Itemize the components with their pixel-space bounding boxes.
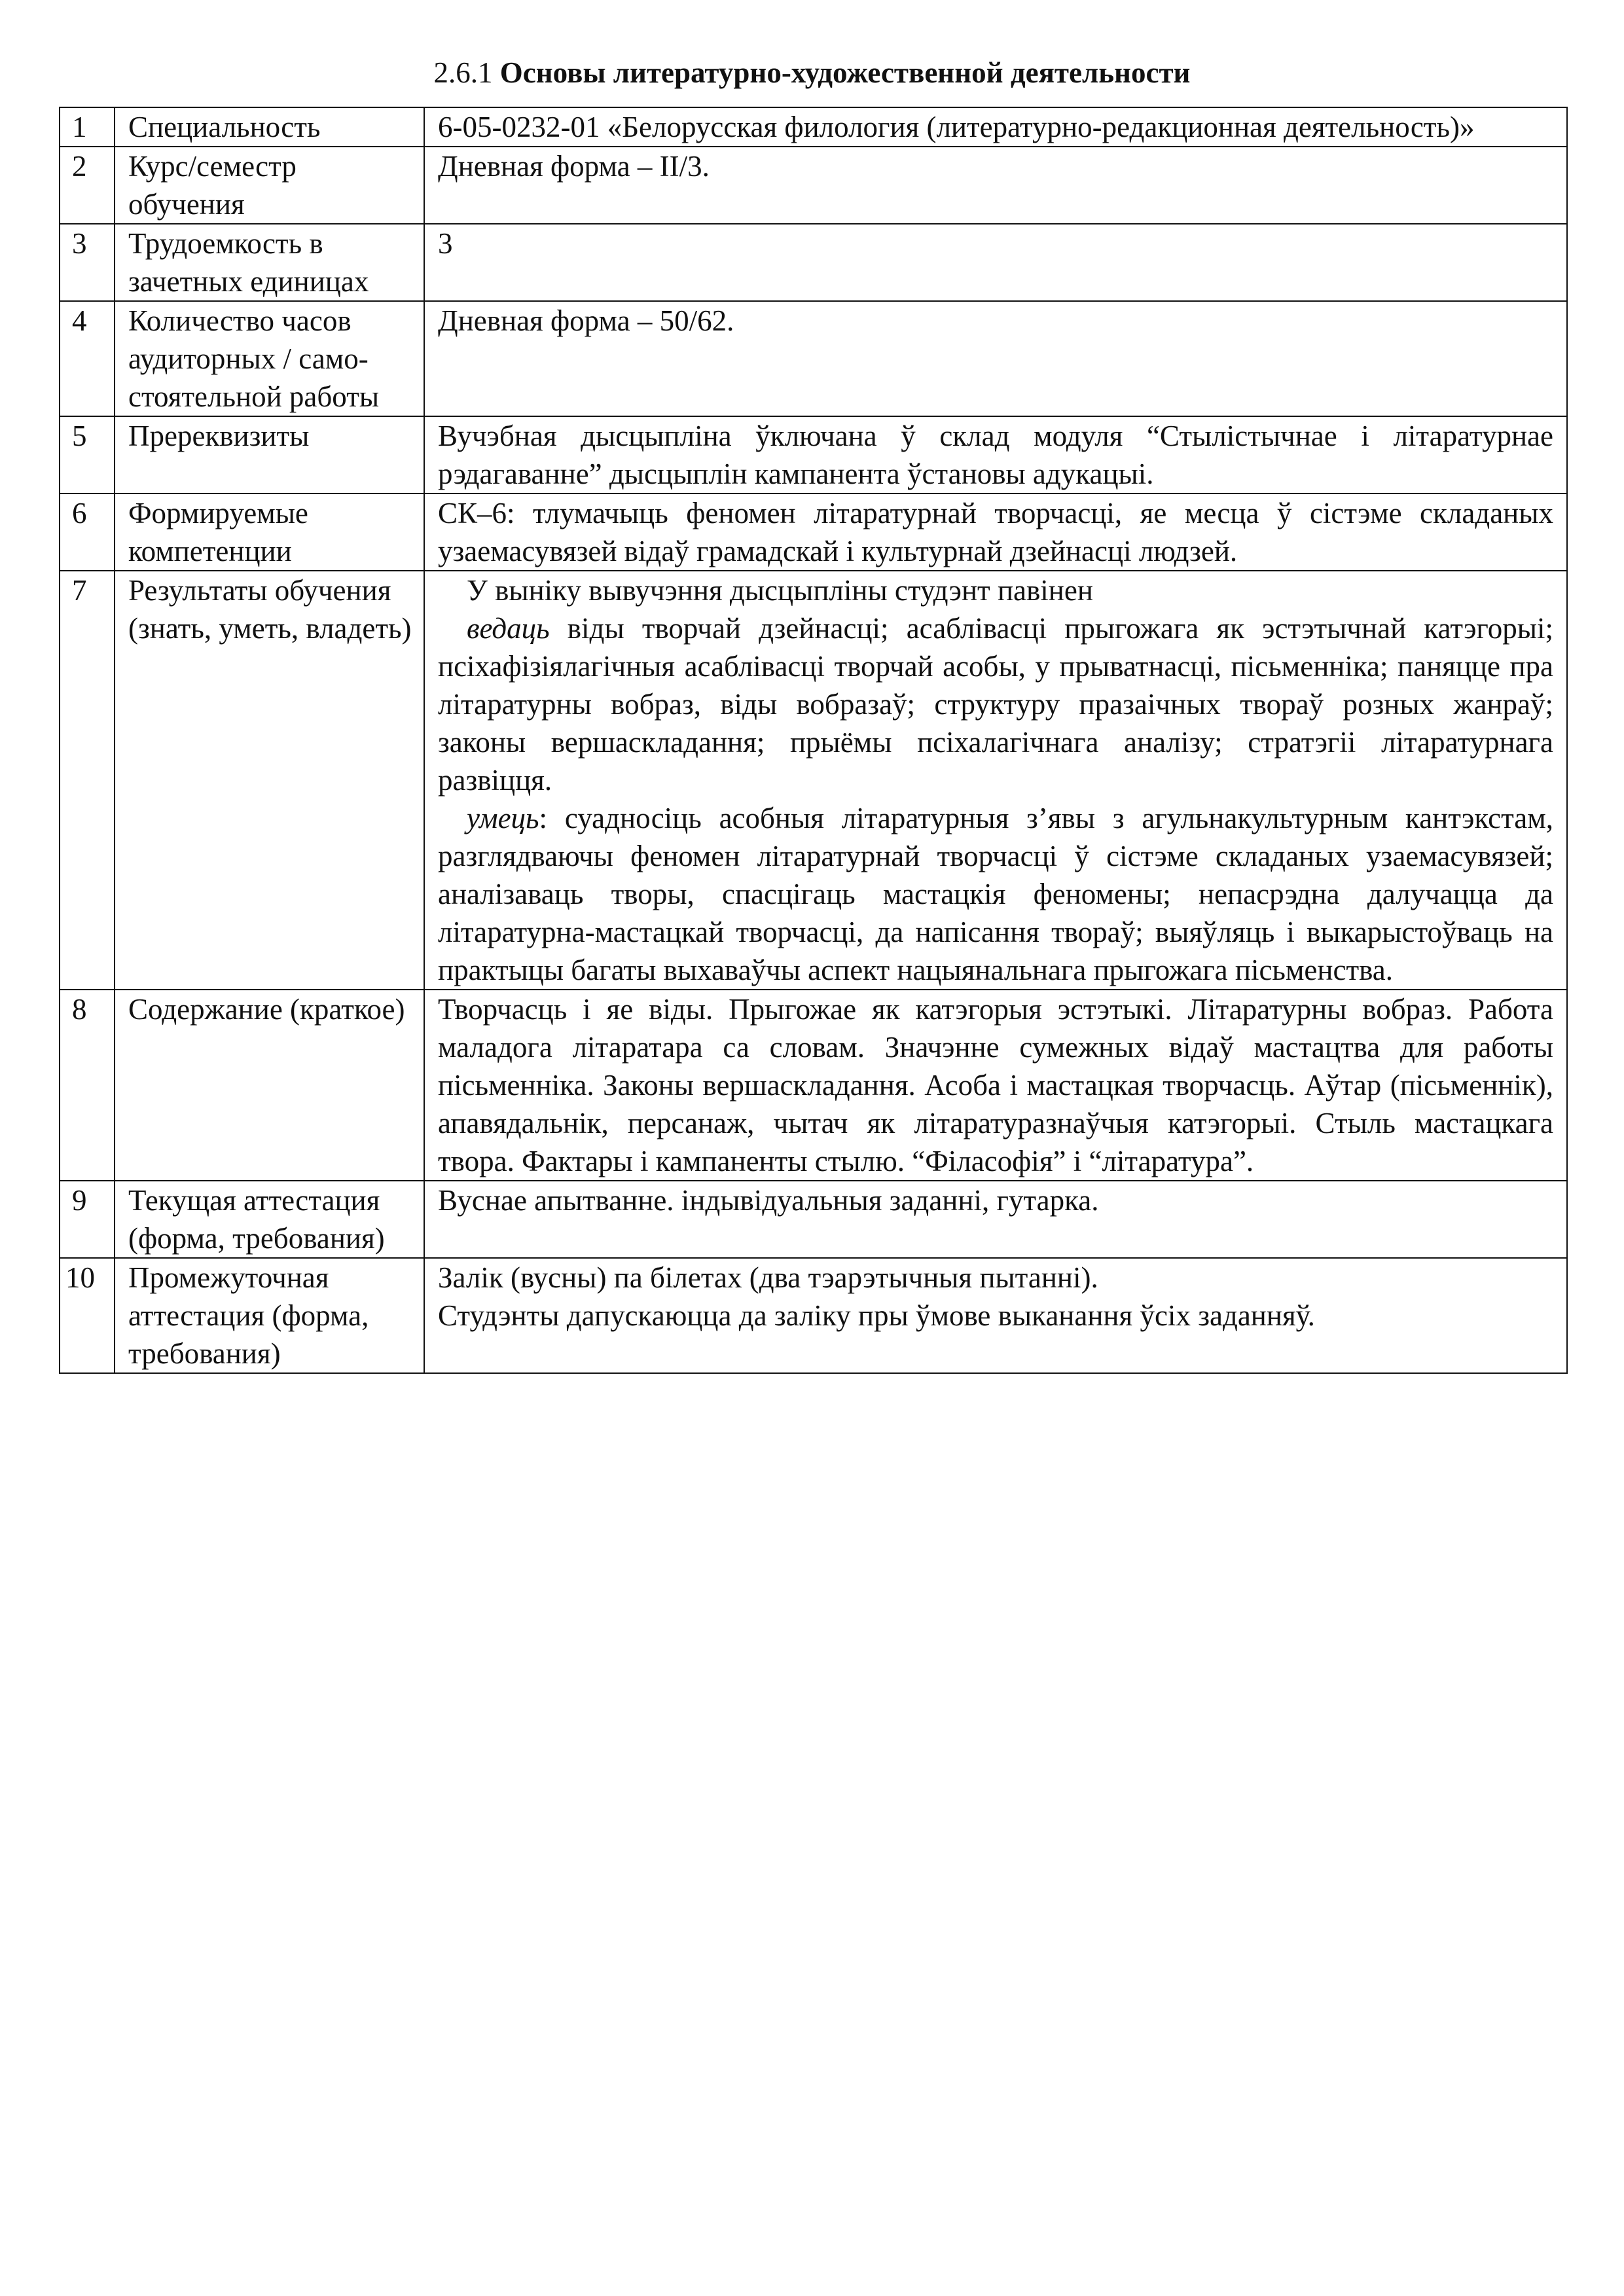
can-text: : суадносіць асобныя літаратурныя з’явы з агульнакультурным кантэкстам, разглядваючы феномен літаратурнай творчасці ў сістэме складаных узаемасувязей; аналізаваць творы, спасцігаць мастацкія феномены; непасрэдна далучацца да літаратурна-мастацкай творчасці, да напісання твораў; выяўляць і выкарыстоўваць на практыцы багаты выхаваўчы аспект нацыянальнага прыгожага пісьменства. bbox=[438, 802, 1553, 986]
syllabus-table bbox=[59, 107, 1568, 1374]
row-label: Трудоемкость в зачетных единицах bbox=[115, 224, 424, 301]
row-number: 8 bbox=[60, 990, 115, 1181]
attestation-line-2: Студэнты дапускаюцца да заліку пры ўмове выканання ўсіх заданняў. bbox=[438, 1299, 1315, 1332]
table-row bbox=[60, 107, 1567, 147]
row-value: Дневная форма – 50/62. bbox=[424, 301, 1567, 416]
learning-outcomes-intro: У выніку вывучэння дысцыпліны студэнт павінен bbox=[467, 574, 1093, 607]
row-number: 5 bbox=[60, 416, 115, 493]
row-number: 1 bbox=[60, 107, 115, 147]
learning-outcomes-know bbox=[438, 609, 1553, 799]
row-number: 7 bbox=[60, 571, 115, 990]
table-row bbox=[60, 1181, 1567, 1258]
row-label: Количество часов аудиторных / само-стоятельной работы bbox=[115, 301, 424, 416]
row-number: 9 bbox=[60, 1181, 115, 1258]
table-row bbox=[60, 416, 1567, 493]
row-label: Текущая аттестация (форма, требования) bbox=[115, 1181, 424, 1258]
section-title: Основы литературно-художественной деятельности bbox=[499, 56, 1191, 89]
row-number: 6 bbox=[60, 493, 115, 571]
row-label: Пререквизиты bbox=[115, 416, 424, 493]
row-value bbox=[424, 571, 1567, 990]
row-number: 2 bbox=[60, 147, 115, 224]
know-text: віды творчай дзейнасці; асаблівасці прыгожага як эстэтычнай катэгорыі; псіхафізіялагічныя асаблівасці творчай асобы, у прыватнасці, пісьменніка; паняцце пра літаратурны вобраз, віды вобразаў; структуру празаічных твораў розных жанраў; законы вершаскладання; прыёмы псіхалагічнага аналізу; стратэгіі літаратурнага развіцця. bbox=[438, 612, 1553, 797]
table-row bbox=[60, 571, 1567, 990]
row-label: Результаты обучения (знать, уметь, владеть) bbox=[115, 571, 424, 990]
table-row bbox=[60, 147, 1567, 224]
attestation-line-1: Залік (вусны) па білетах (два тэарэтычныя пытанні). bbox=[438, 1261, 1098, 1294]
table-row bbox=[60, 493, 1567, 571]
row-label: Формируемые компетенции bbox=[115, 493, 424, 571]
row-number: 10 bbox=[60, 1258, 115, 1373]
section-number: 2.6.1 bbox=[433, 56, 493, 89]
table-row bbox=[60, 301, 1567, 416]
section-heading bbox=[0, 54, 1624, 92]
table-row bbox=[60, 1258, 1567, 1373]
row-label: Курс/семестр обучения bbox=[115, 147, 424, 224]
row-value: Дневная форма – II/3. bbox=[424, 147, 1567, 224]
learning-outcomes-can bbox=[438, 799, 1553, 989]
row-number: 3 bbox=[60, 224, 115, 301]
row-label: Содержание (краткое) bbox=[115, 990, 424, 1181]
row-value: Вучэбная дысцыпліна ўключана ў склад модуля “Стылістычнае і літаратурнае рэдагаванне” дысцыплін кампанента ўстановы адукацыі. bbox=[424, 416, 1567, 493]
row-value: Вуснае апытванне. індывідуальныя заданні, гутарка. bbox=[424, 1181, 1567, 1258]
row-value: 6-05-0232-01 «Белорусская филология (литературно-редакционная деятельность)» bbox=[424, 107, 1567, 147]
know-label: ведаць bbox=[467, 612, 550, 645]
row-label: Специальность bbox=[115, 107, 424, 147]
can-label: умець bbox=[467, 802, 539, 834]
row-number: 4 bbox=[60, 301, 115, 416]
row-value: 3 bbox=[424, 224, 1567, 301]
table-row bbox=[60, 990, 1567, 1181]
row-label: Промежуточная аттестация (форма, требования) bbox=[115, 1258, 424, 1373]
table-row bbox=[60, 224, 1567, 301]
row-value: Творчасць і яе віды. Прыгожае як катэгорыя эстэтыкі. Літаратурны вобраз. Работа маладога літаратара са словам. Значэнне сумежных відаў мастацтва для работы пісьменніка. Законы вершаскладання. Асоба і мастацкая творчасць. Аўтар (пісьменнік), апавядальнік, персанаж, чытач як літаратуразнаўчыя катэгорыі. Стыль мастацкага твора. Фактары і кампаненты стылю. “Філасофія” і “літаратура”. bbox=[424, 990, 1567, 1181]
row-value: СК–6: тлумачыць феномен літаратурнай творчасці, яе месца ў сістэме складаных узаемасувязей відаў грамадскай і культурнай дзейнасці людзей. bbox=[424, 493, 1567, 571]
row-value bbox=[424, 1258, 1567, 1373]
